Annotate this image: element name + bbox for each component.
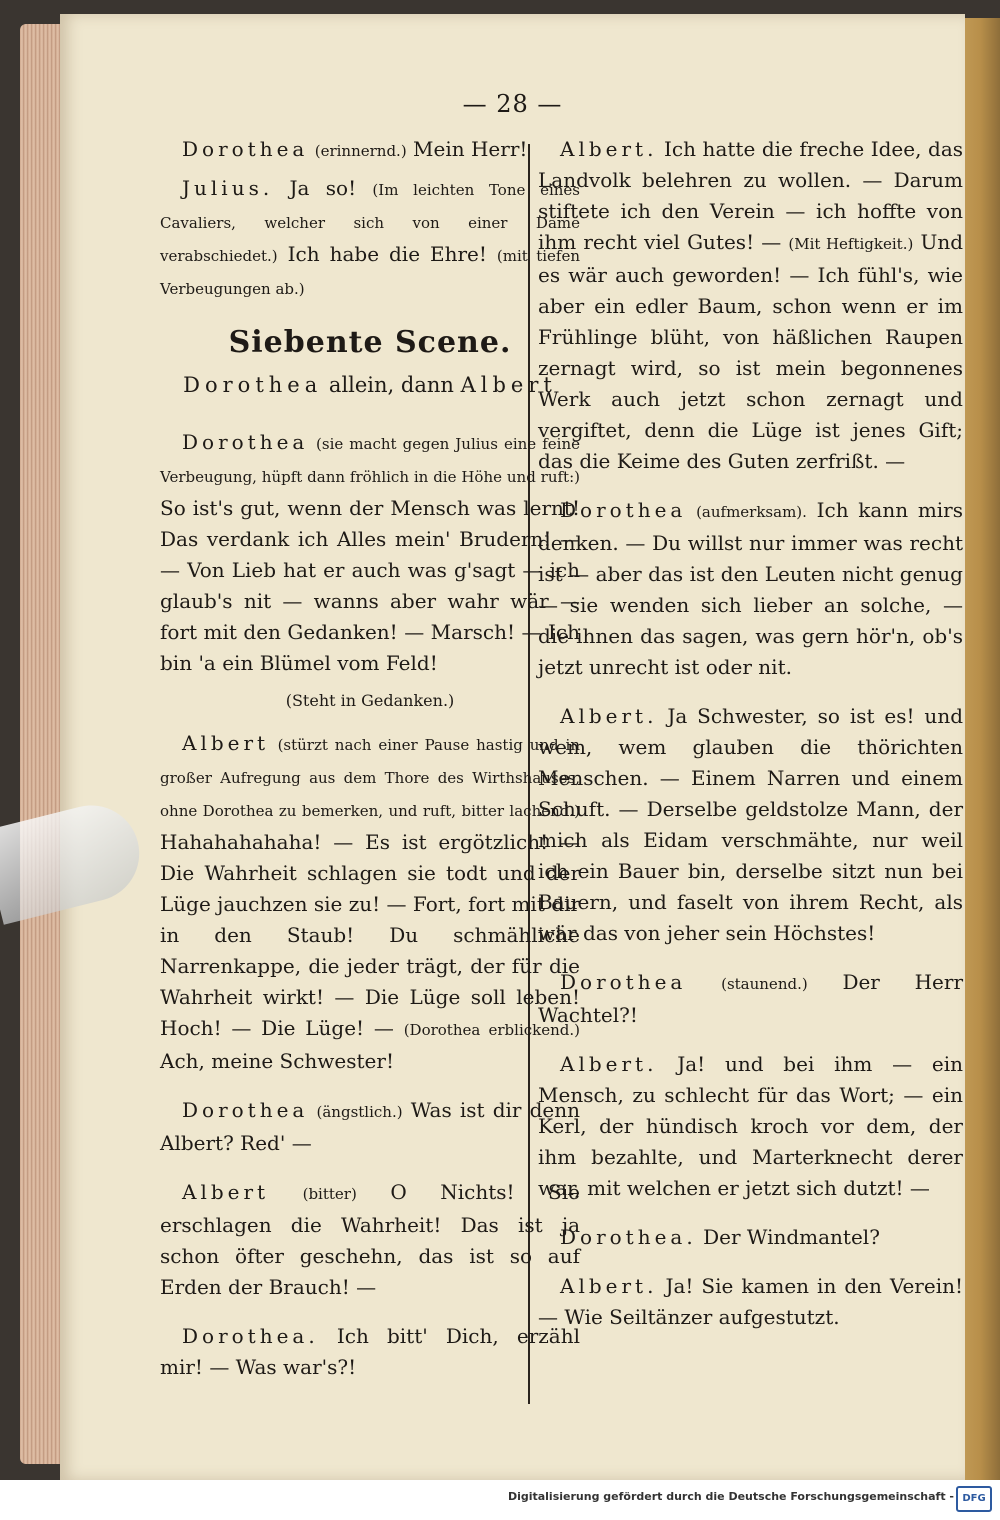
dialogue-text: Was ist dir denn Albert? Red' — — [160, 1098, 581, 1155]
speech — [160, 427, 580, 679]
dialogue-text: Ach, meine Schwester! — [160, 1049, 394, 1073]
speech — [538, 1049, 963, 1204]
speech — [538, 1222, 963, 1253]
dialogue-text: Ich bitt' Dich, erzähl mir! — Was war's?! — [160, 1324, 580, 1379]
dialogue-text: Ich hatte die freche Idee, das Landvolk belehren zu wollen. — Darum stiftete ich den Verein — ich hoffte von ihm recht viel Gutes! — — [538, 137, 964, 254]
stage-direction: (erinnernd.) — [314, 142, 407, 160]
speech — [538, 967, 963, 1031]
stage-direction: (Mit Heftigkeit.) — [788, 235, 914, 253]
speaker-name: Dorothea. — [560, 1225, 697, 1249]
scene-cast-text: allein, dann — [328, 373, 454, 397]
dialogue-text: Der Herr Wachtel?! — [538, 970, 963, 1027]
speaker-name: Albert. — [560, 137, 658, 161]
page-number: — 28 — — [462, 90, 563, 118]
speaker-name: Dorothea — [182, 1098, 309, 1122]
stage-direction: (mit tiefen Verbeugungen ab.) — [160, 247, 581, 298]
dialogue-text: So ist's gut, wenn der Mensch was lernt! Das verdank ich Alles mein' Brudern! — — Von Lieb hat er auch was g'sagt — ich glaub's nit — wanns aber wahr wär — fort mit den Gedanken! — Marsch! — Ich bin 'a ein Blümel vom Feld! — [160, 496, 580, 675]
scene-title: Siebente Scene. — [228, 325, 512, 360]
speaker-name: Dorothea. — [182, 1324, 319, 1348]
speaker-name: Albert. — [560, 704, 658, 728]
dialogue-text: Ich kann mirs denken. — Du willst nur immer was recht ist — aber das ist den Leuten nicht genug — sie wenden sich lieber an solche, — die ihnen das sagen, was gern hör'n, ob's jetzt unrecht ist oder nit. — [538, 498, 963, 679]
dialogue-text: Ja Schwester, so ist es! und wem, wem glauben die thörichten Menschen. — Einem Narren und einem Schuft. — Derselbe geldstolze Mann, der mich als Eidam verschmähte, nur weil ich ein Bauer bin, derselbe sitzt nun bei Bauern, und faselt von ihrem Recht, als wär das von jeher sein Höchstes! — [538, 704, 963, 945]
speaker-name: Julius. — [182, 176, 274, 200]
stage-direction: (Steht in Gedanken.) — [285, 691, 455, 710]
stage-direction: (stürzt nach einer Pause hastig und in großer Aufregung aus dem Thore des Wirthshauses, ohne Dorothea zu bemerken, und ruft, bitter lachend.) — [160, 736, 581, 820]
speech — [160, 134, 580, 167]
dialogue-text: Hahahahahaha! — Es ist ergötzlich! — Die Wahrheit schlagen sie todt und der Lüge jauchzen sie zu! — Fort, fort mit dir in den Staub! Du schmähliche Narrenkappe, die jeder trägt, der für die Wahrheit wirkt! — Die Lüge soll leben! Hoch! — Die Lüge! — — [160, 830, 580, 1040]
dialogue-text: Ich habe die Ehre! — [287, 242, 487, 266]
speech — [538, 701, 963, 949]
speaker-name: Dorothea — [183, 373, 323, 397]
stage-direction: (aufmerksam). — [696, 503, 807, 521]
speaker-name: Albert. — [560, 1274, 658, 1298]
speech — [160, 173, 580, 305]
stage-direction: (Im leichten Tone eines Cavaliers, welcher sich von einer Dame verabschiedet.) — [160, 181, 580, 265]
stage-direction: (ängstlich.) — [316, 1103, 403, 1121]
dialogue-text: Der Windmantel? — [703, 1225, 880, 1249]
stage-direction: (sie macht gegen Julius eine feine Verbeugung, hüpft dann fröhlich in die Höhe und ruft:) — [160, 435, 581, 486]
speech — [538, 1271, 963, 1333]
dialogue-text: Und es wär auch geworden! — Ich fühl's, wie aber ein edler Baum, schon wenn er im Frühlinge blüht, von häßlichen Raupen zernagt wird, so ist mein begonnenes Werk auch jetzt schon zernagt und vergiftet, denn die Lüge ist jenes Gift; das die Keime des Guten zerfrißt. — — [538, 230, 964, 473]
dfg-logo-icon: DFG — [956, 1486, 992, 1512]
speech — [160, 728, 580, 1077]
stage-direction: (Dorothea erblickend.) — [403, 1021, 581, 1039]
scene-cast — [160, 370, 580, 401]
dialogue-text: Mein Herr! — [413, 137, 528, 161]
dialogue-text: O Nichts! Sie erschlagen die Wahrheit! Das ist ja schon öfter geschehn, das ist so auf Erden der Brauch! — — [160, 1180, 580, 1299]
left-column — [160, 134, 580, 1389]
speaker-name: Dorothea — [560, 498, 687, 522]
speaker-name: Dorothea — [182, 137, 309, 161]
speaker-name: Dorothea — [182, 430, 309, 454]
speech — [160, 1095, 580, 1159]
right-column — [538, 134, 963, 1339]
dialogue-text: Ja! und bei ihm — ein Mensch, zu schlecht für das Wort; — ein Kerl, der hündisch kroch vor dem, der ihm bezahlte, und Marterknecht derer war, mit welchen er jetzt sich dutzt! — — [538, 1052, 963, 1200]
speech — [538, 134, 963, 477]
book-page — [60, 14, 965, 1480]
speech — [160, 1177, 580, 1303]
speech — [160, 1321, 580, 1383]
speech — [538, 495, 963, 683]
speaker-name: Albert — [460, 373, 557, 397]
speaker-name: Albert — [182, 1180, 270, 1204]
speaker-name: Albert — [182, 731, 270, 755]
footer-credit: Digitalisierung gefördert durch die Deutsche Forschungsgemeinschaft - — [507, 1490, 954, 1503]
dialogue-text: Ja so! — [289, 176, 357, 200]
speaker-name: Albert. — [560, 1052, 658, 1076]
speaker-name: Dorothea — [560, 970, 687, 994]
dialogue-text: Ja! Sie kamen in den Verein! — Wie Seiltänzer aufgestutzt. — [538, 1274, 964, 1329]
stage-direction: (staunend.) — [721, 975, 808, 993]
footer-bar — [0, 1480, 1000, 1520]
stage-direction: (bitter) — [302, 1185, 357, 1203]
